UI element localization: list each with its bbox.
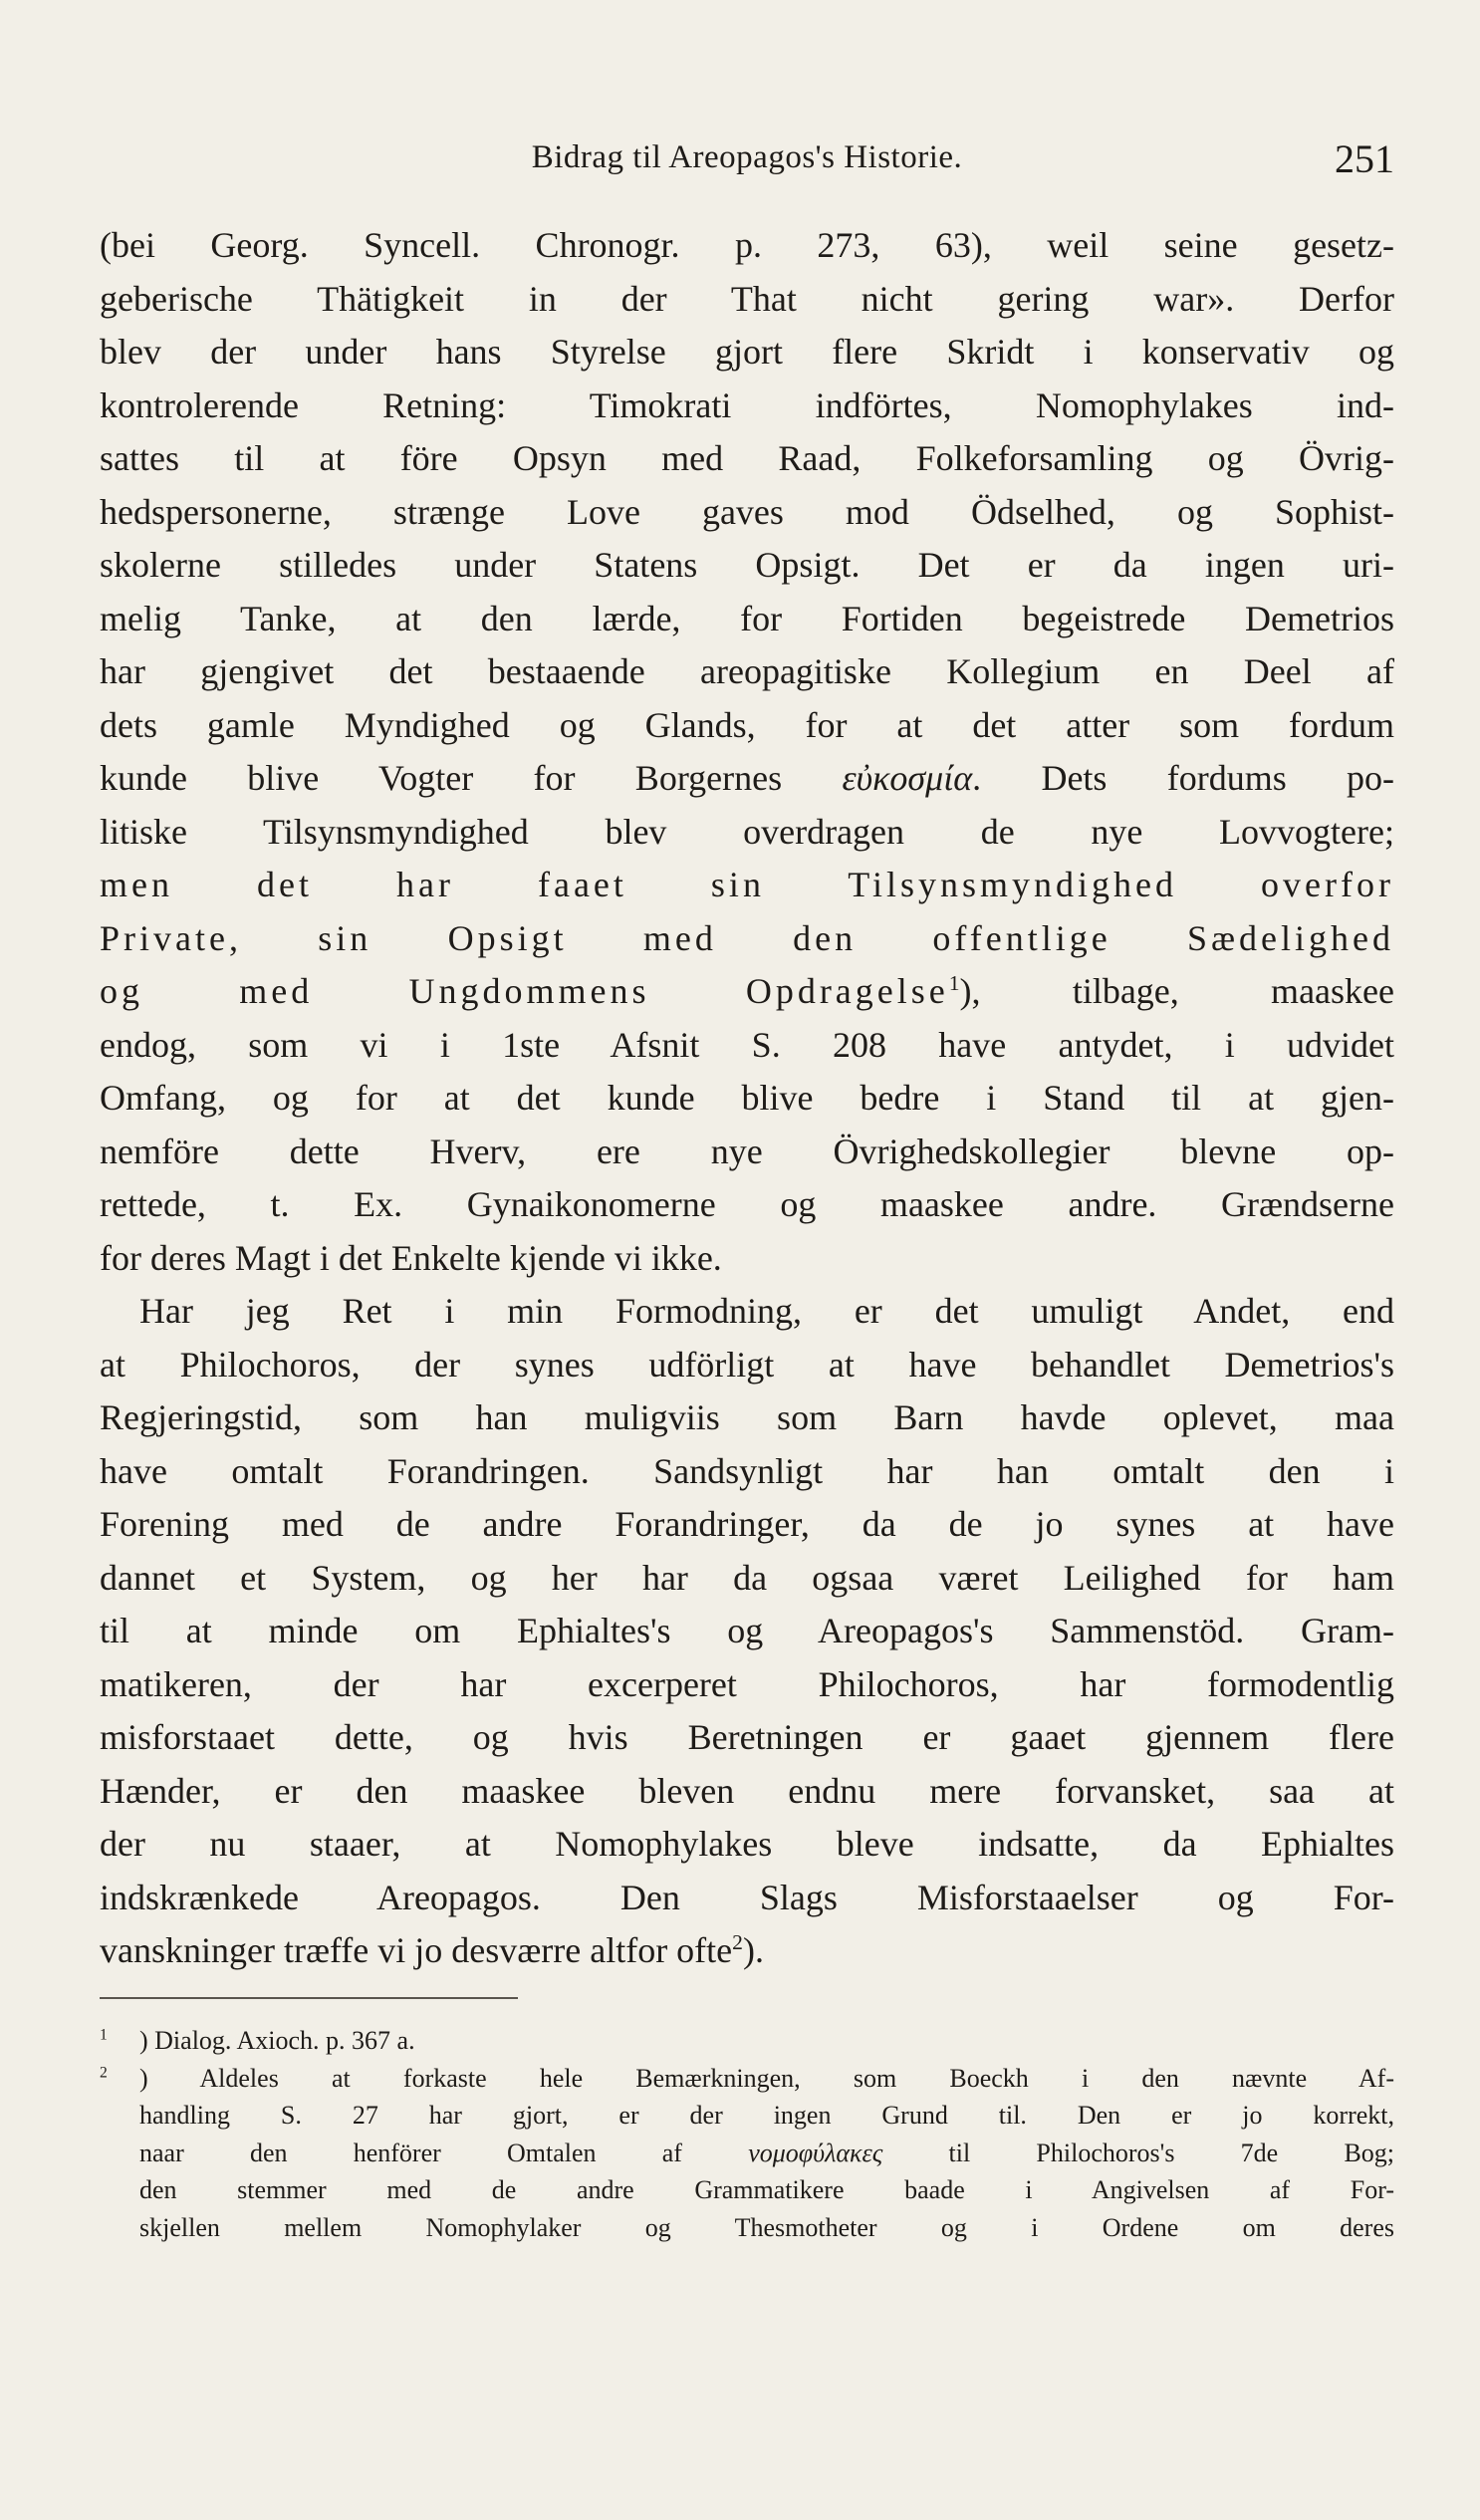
footnote-line: den stemmer med de andre Grammatikere baade i Angivelsen af For- (139, 2175, 1394, 2204)
text-line: litiske Tilsynsmyndighed blev overdragen de nye Lovvogtere; (100, 811, 1394, 852)
footnote-mark: 2 (100, 2063, 108, 2081)
text-line: Forening med de andre Forandringer, da de jo synes at have (100, 1504, 1394, 1544)
text-line (100, 752, 1394, 806)
line-segment: kunde blive Vogter for Borgernes (100, 758, 783, 798)
text-line: har gjengivet det bestaaende areopagitiske Kollegium en Deel af (100, 651, 1394, 691)
running-title: Bidrag til Areopagos's Historie. (531, 139, 963, 175)
text-line: hedspersonerne, strænge Love gaves mod Ödselhed, og Sophist- (100, 491, 1394, 532)
text-line: nemföre dette Hverv, ere nye Övrighedskollegier blevne op- (100, 1131, 1394, 1171)
footnote-ref[interactable]: 2 (732, 1930, 743, 1954)
text-line: (bei Georg. Syncell. Chronogr. p. 273, 63), weil seine gesetz- (100, 225, 1394, 265)
text-line: til at minde om Ephialtes's og Areopagos's Sammenstöd. Gram- (100, 1611, 1394, 1650)
text-line: melig Tanke, at den lærde, for Fortiden begeistrede Demetrios (100, 598, 1394, 638)
text-line-spaced: men det har faaet sin Tilsynsmyndighed overfor (100, 865, 1394, 904)
footnote-text: ) Aldeles at forkaste hele Bemærkningen, som Boeckh i den nævnte Af- (139, 2063, 1394, 2093)
footnote-text: ) Dialog. Axioch. p. 367 a. (139, 2026, 415, 2055)
text-line: misforstaaet dette, og hvis Beretningen er gaaet gjennem flere (100, 1717, 1394, 1757)
line-segment: ). (742, 1930, 764, 1970)
greek-word: εὐκοσμία (842, 758, 973, 798)
text-line: sattes til at före Opsyn med Raad, Folkeforsamling og Övrig- (100, 438, 1394, 478)
text-line: Regjeringstid, som han muligviis som Barn havde oplevet, maa (100, 1397, 1394, 1437)
text-line: dannet et System, og her har da ogsaa været Leilighed for ham (100, 1557, 1394, 1598)
text-line: Hænder, er den maaskee bleven endnu mere forvansket, saa at (100, 1770, 1394, 1811)
text-line: kontrolerende Retning: Timokrati indförtes, Nomophylakes ind- (100, 384, 1394, 425)
body-text (100, 219, 1394, 1978)
line-segment: . Dets fordums po- (972, 758, 1394, 798)
footnote-line: skjellen mellem Nomophylaker og Thesmotheter og i Ordene om deres (139, 2212, 1394, 2242)
page-number: 251 (1335, 136, 1394, 181)
line-segment: ), tilbage, maaskee (959, 971, 1394, 1011)
text-line: for deres Magt i det Enkelte kjende vi ikke. (100, 1237, 722, 1278)
line-segment: naar den henförer Omtalen af (139, 2138, 682, 2167)
line-segment: til Philochoros's 7de Bog; (948, 2138, 1394, 2167)
greek-word: νομοφύλακες (748, 2138, 883, 2167)
text-line: rettede, t. Ex. Gynaikonomerne og maaskee andre. Grændserne (100, 1184, 1394, 1224)
text-line-spaced: Private, sin Opsigt med den offentlige Sædelighed (100, 917, 1394, 958)
text-line: der nu staaer, at Nomophylakes bleve indsatte, da Ephialtes (100, 1824, 1394, 1864)
text-line (100, 1924, 1394, 1978)
text-line: matikeren, der har excerperet Philochoros, har formodentlig (100, 1663, 1394, 1704)
footnotes (100, 2022, 1394, 2246)
text-line: indskrænkede Areopagos. Den Slags Misforstaaelser og For- (100, 1877, 1394, 1917)
footnote-2 (100, 2060, 1394, 2098)
text-line: have omtalt Forandringen. Sandsynligt har han omtalt den i (100, 1450, 1394, 1491)
text-line: geberische Thätigkeit in der That nicht gering war». Derfor (100, 278, 1394, 319)
running-head (100, 136, 1394, 189)
line-segment-spaced: og med Ungdommens Opdragelse (100, 971, 949, 1011)
footnote-mark: 1 (100, 2026, 108, 2044)
text-line: Har jeg Ret i min Formodning, er det umuligt Andet, end (139, 1291, 1394, 1331)
footnote-divider (100, 1997, 518, 1999)
text-line: blev der under hans Styrelse gjort flere Skridt i konservativ og (100, 332, 1394, 372)
text-line: skolerne stilledes under Statens Opsigt. Det er da ingen uri- (100, 545, 1394, 585)
footnote-line: handling S. 27 har gjort, er der ingen Grund til. Den er jo korrekt, (139, 2101, 1394, 2130)
line-segment: vanskninger træffe vi jo desværre altfor ofte (100, 1930, 733, 1970)
footnote-ref[interactable]: 1 (948, 971, 960, 995)
footnote-1 (100, 2022, 1394, 2060)
text-line: Omfang, og for at det kunde blive bedre i Stand til at gjen- (100, 1078, 1394, 1118)
footnote-line (100, 2135, 1394, 2172)
text-line: dets gamle Myndighed og Glands, for at det atter som fordum (100, 704, 1394, 745)
text-line: endog, som vi i 1ste Afsnit S. 208 have antydet, i udvidet (100, 1024, 1394, 1065)
text-line (100, 965, 1394, 1019)
text-line: at Philochoros, der synes udförligt at have behandlet Demetrios's (100, 1344, 1394, 1385)
